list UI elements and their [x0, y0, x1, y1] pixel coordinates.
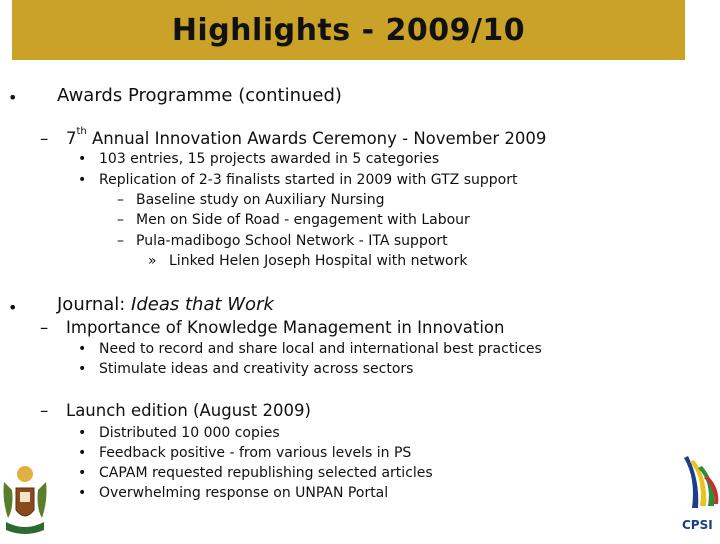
list-item: CAPAM requested republishing selected articles	[99, 465, 433, 481]
bullet: •	[8, 298, 18, 317]
bullet: •	[78, 151, 87, 167]
bullet: •	[78, 341, 87, 357]
slide-title: Highlights - 2009/10	[171, 12, 526, 48]
dash: –	[40, 401, 49, 420]
cpsi-logo	[678, 448, 720, 540]
list-item: 103 entries, 15 projects awarded in 5 categories	[99, 151, 440, 167]
list-item: Baseline study on Auxiliary Nursing	[136, 192, 385, 208]
list-item: Feedback positive - from various levels in PS	[99, 445, 412, 461]
dash: –	[117, 192, 124, 208]
list-item: Replication of 2-3 finalists started in 2009 with GTZ support	[99, 172, 518, 188]
list-item: Need to record and share local and international best practices	[99, 341, 542, 357]
bullet: •	[78, 172, 87, 188]
bullet: •	[78, 425, 87, 441]
knowledge-management-line: Importance of Knowledge Management in Innovation	[66, 318, 505, 337]
bullet: •	[8, 88, 18, 107]
list-item: Overwhelming response on UNPAN Portal	[99, 485, 389, 501]
section-heading-journal: Journal: Ideas that Work	[57, 294, 274, 315]
bullet: •	[78, 465, 87, 481]
dash: –	[117, 212, 124, 228]
launch-edition-line: Launch edition (August 2009)	[66, 401, 311, 420]
list-item: Men on Side of Road - engagement with Labour	[136, 212, 470, 228]
list-item: Stimulate ideas and creativity across sectors	[99, 361, 414, 377]
dash: –	[40, 129, 49, 148]
bullet: •	[78, 445, 87, 461]
bullet: •	[78, 485, 87, 501]
dash: –	[117, 233, 124, 249]
section-heading-awards: Awards Programme (continued)	[57, 85, 342, 106]
title-bar	[12, 0, 685, 60]
raquo-marker: »	[148, 253, 157, 269]
list-item: Pula-madibogo School Network - ITA support	[136, 233, 448, 249]
awards-ceremony-line: 7th Annual Innovation Awards Ceremony - November 2009	[66, 126, 547, 148]
cpsi-logo-text: CPSI	[682, 518, 713, 532]
list-item: Distributed 10 000 copies	[99, 425, 280, 441]
dash: –	[40, 318, 49, 337]
bullet: •	[78, 361, 87, 377]
coat-of-arms-logo	[0, 460, 50, 540]
list-item: Linked Helen Joseph Hospital with network	[169, 253, 468, 269]
